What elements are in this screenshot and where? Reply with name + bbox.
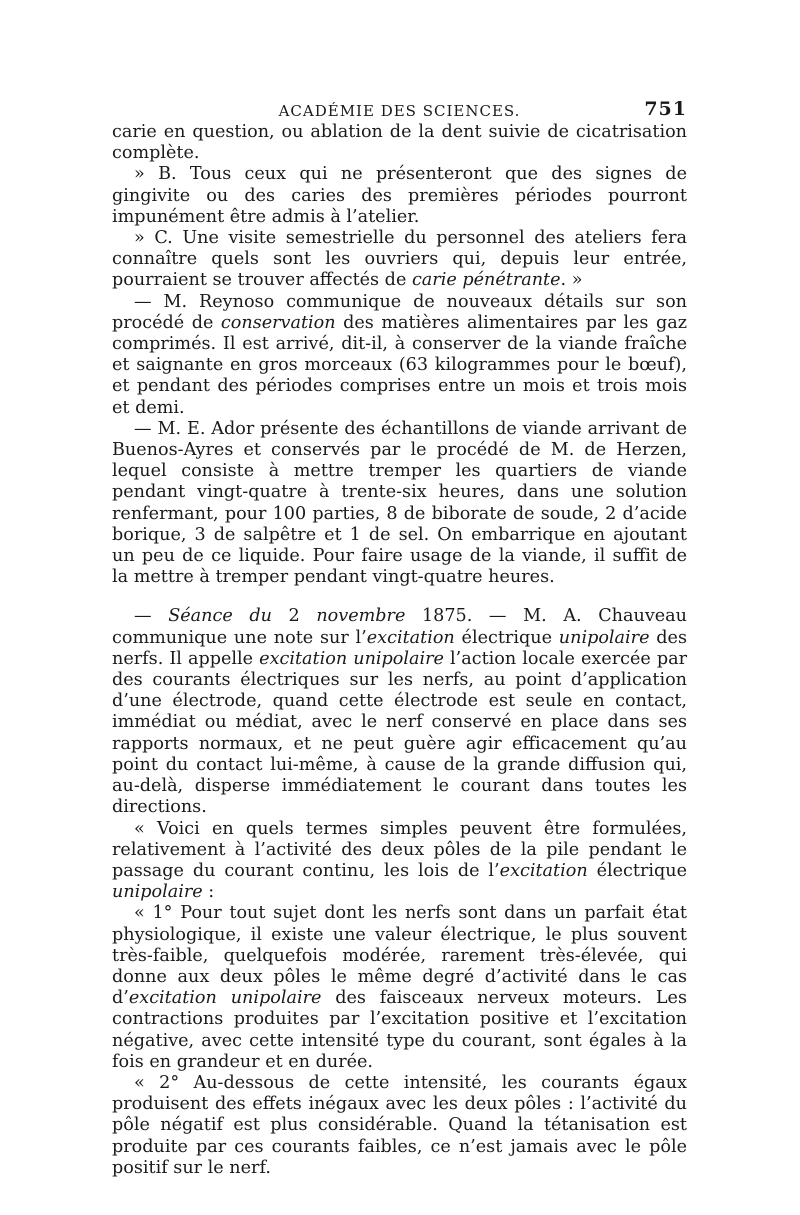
- italic-run: excitation: [499, 860, 588, 881]
- text-run: électrique: [454, 627, 559, 648]
- italic-run: excitation unipolaire: [259, 648, 444, 669]
- text-run: — M. E. Ador présente des échantillons de viande arrivant de Buenos-Ayres et conservés par le procédé de M. de Herzen, lequel consiste à mettre tremper les quartiers de viande pendant vingt-quatre à trente-six heures, dans une solution renfermant, pour 100 parties, 8 de biborate de soude, 2 d’acide borique, 3 de salpêtre et 1 de sel. On embarrique en ajoutant un peu de ce liquide. Pour faire usage de la viande, il suffit de la mettre à tremper pendant vingt-quatre heures.: [112, 418, 687, 588]
- paragraph: [112, 819, 687, 904]
- page-number: 751: [644, 98, 687, 120]
- paragraph: [112, 228, 687, 292]
- text-run: des faisceaux nerveux moteurs. Les contractions produites par l’excitation positive et l’excitation négative, avec cette intensité type du courant, sont égales à la fois en grandeur et en durée.: [112, 988, 687, 1072]
- italic-run: carie pénétrante: [411, 270, 561, 291]
- paragraph: [112, 122, 687, 164]
- text-run: :: [202, 882, 215, 903]
- text-run: « 1° Pour tout sujet dont les nerfs sont dans un parfait état physiologique, il existe une valeur électrique, le plus souvent très-faible, quelquefois modérée, rarement très-élevée, qui donne aux deux pôles le même degré d’activité dans le cas d’: [112, 903, 687, 1009]
- italic-run: unipolaire: [112, 882, 203, 903]
- paragraph: [112, 606, 687, 818]
- text-run: carie en question, ou ablation de la dent suivie de cicatrisation complète.: [112, 122, 687, 164]
- italic-run: conservation: [220, 312, 336, 333]
- text-run: » C. Une visite semestrielle du personnel des ateliers fera connaître quels sont les ouvriers qui, depuis leur entrée, pourraient se trouver affectés de: [112, 228, 687, 291]
- text-run: « 2° Au-dessous de cette intensité, les courants égaux produisent des effets inégaux avec les deux pôles : l’activité du pôle négatif est plus considérable. Quand la tétanisation est produite par ces courants faibles, ce n’est jamais avec le pôle positif sur le nerf.: [112, 1072, 687, 1178]
- text-run: des matières alimentaires par les gaz comprimés. Il est arrivé, dit-il, à conserver de la viande fraîche et saignante en gros morceaux (63 kilogrammes pour le bœuf), et pendant des périodes comprises entre un mois et trois mois et demi.: [112, 312, 687, 418]
- paragraph: [112, 164, 687, 228]
- italic-run: excitation: [366, 627, 455, 648]
- running-title: ACADÉMIE DES SCIENCES.: [278, 102, 521, 120]
- paragraph: [112, 903, 687, 1073]
- paragraph: [112, 292, 687, 419]
- text-run: » B. Tous ceux qui ne présenteront que des signes de gingivite ou des caries des premières périodes pourront impunément être admis à l’atelier.: [112, 164, 687, 227]
- text-run: . »: [560, 270, 583, 291]
- text-run: 2: [271, 606, 317, 627]
- italic-run: excitation unipolaire: [128, 988, 322, 1009]
- text-run: —: [134, 606, 169, 627]
- text-run: électrique: [587, 860, 687, 881]
- text-run: — M. Reynoso communique de nouveaux détails sur son procédé de: [112, 291, 687, 333]
- body-text: [112, 122, 687, 1179]
- text-run: l’action locale exercée par des courants électriques sur les nerfs, au point d’application d’une électrode, quand cette électrode est seule en contact, immédiat ou médiat, avec le nerf conservé en place dans ses rapports normaux, et ne peut guère agir efficacement qu’au point du contact lui-même, à cause de la grande diffusion qui, au-delà, disperse immédiatement le courant dans toutes les directions.: [112, 648, 688, 818]
- running-head: [112, 96, 687, 122]
- text-run: des nerfs. Il appelle: [112, 627, 687, 669]
- document-page: [112, 96, 687, 1179]
- italic-run: novembre: [316, 606, 406, 627]
- text-run: « Voici en quels termes simples peuvent être formulées, relativement à l’activité des deux pôles de la pile pendant le passage du courant continu, les lois de l’: [112, 818, 687, 881]
- paragraph: [112, 1073, 687, 1179]
- italic-run: Séance du: [168, 606, 272, 627]
- italic-run: unipolaire: [558, 627, 650, 648]
- text-run: 1875. — M. A. Chauveau communique une note sur l’: [112, 606, 687, 648]
- paragraph: [112, 419, 687, 589]
